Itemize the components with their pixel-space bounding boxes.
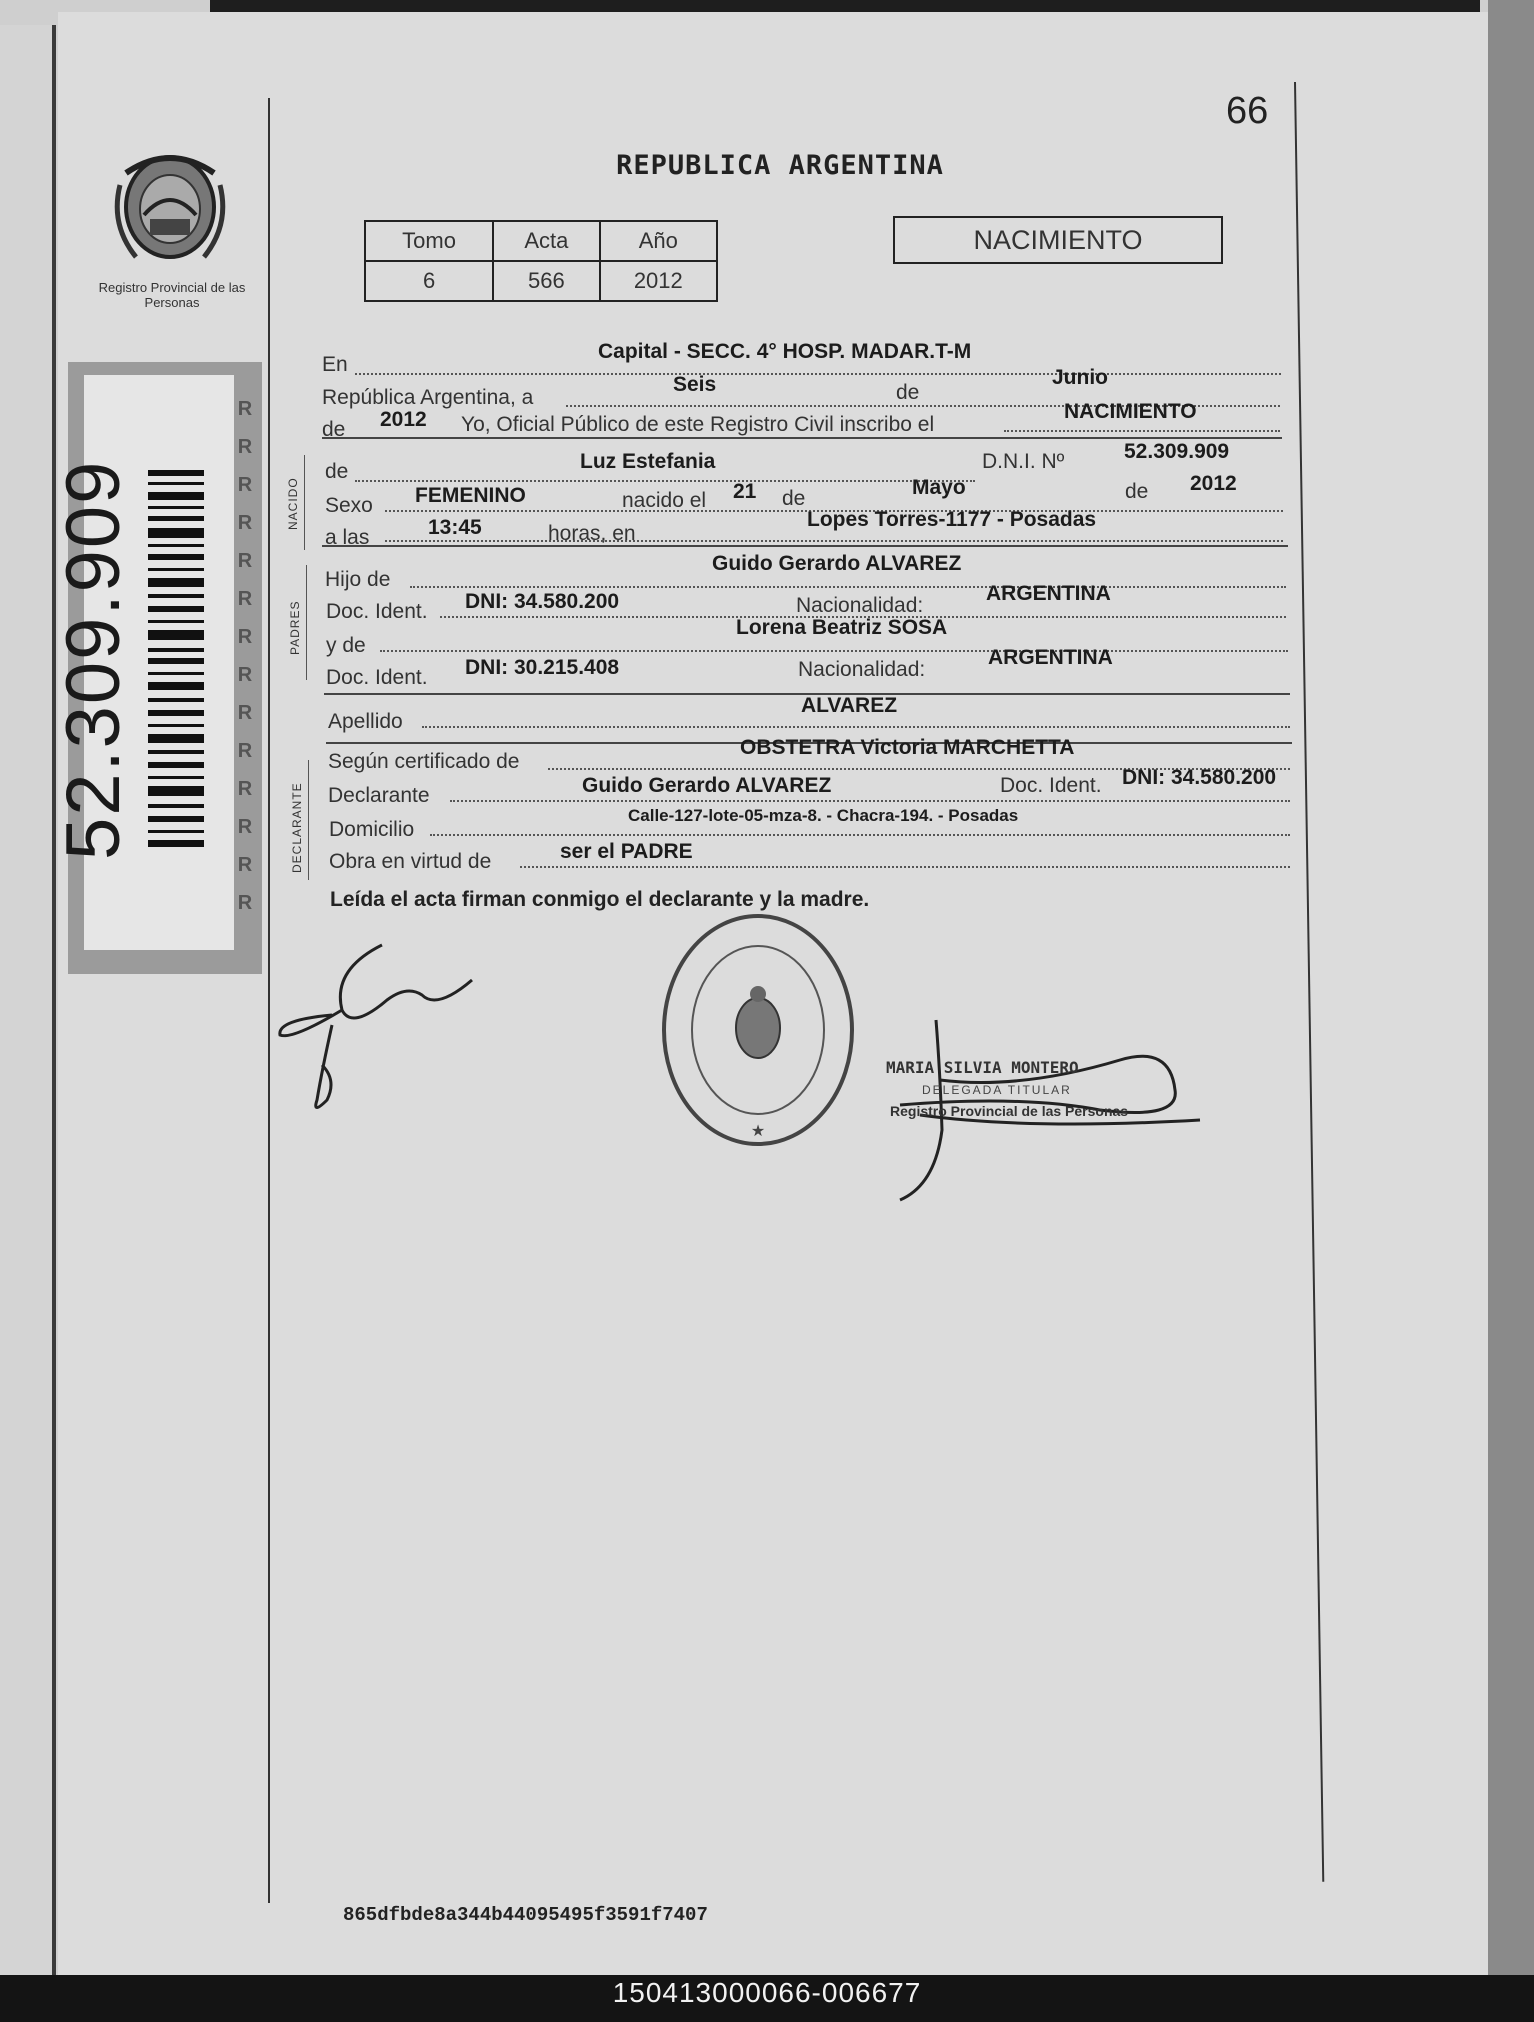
previous-page-edge bbox=[0, 25, 56, 1975]
header-ano: Año bbox=[600, 221, 717, 261]
declarant-doc-label: Doc. Ident. bbox=[1000, 774, 1102, 797]
apellido-label: Apellido bbox=[328, 710, 403, 733]
country-title: REPUBLICA ARGENTINA bbox=[616, 150, 944, 181]
year-value: 2012 bbox=[380, 408, 427, 431]
mother-dots bbox=[380, 650, 1288, 652]
record-index-table bbox=[364, 220, 718, 302]
sexo-label: Sexo bbox=[325, 494, 373, 517]
birth-day: 21 bbox=[733, 480, 757, 503]
birth-month: Mayo bbox=[912, 476, 966, 499]
inscribe-value: NACIMIENTO bbox=[1064, 400, 1197, 423]
apellido-value: ALVAREZ bbox=[801, 694, 898, 717]
inscribe-dots bbox=[1004, 430, 1280, 432]
tomo-value: 6 bbox=[365, 261, 493, 301]
place-value: Lopes Torres-1177 - Posadas bbox=[807, 508, 1097, 531]
declarant-dots bbox=[450, 800, 1290, 802]
table-header-row bbox=[365, 221, 717, 261]
barcode-bars-icon bbox=[148, 460, 204, 850]
hijo-label: Hijo de bbox=[325, 568, 391, 591]
month-value: Junio bbox=[1052, 366, 1108, 389]
officer-stamp-role: DELEGADA TITULAR bbox=[922, 1083, 1072, 1097]
father-dots bbox=[410, 586, 1286, 588]
mother-name: Lorena Beatriz SOSA bbox=[736, 616, 948, 639]
de-label-born: de bbox=[325, 460, 349, 483]
section-line-padres bbox=[306, 565, 307, 680]
separator-2 bbox=[322, 545, 1288, 547]
obra-value: ser el PADRE bbox=[560, 840, 693, 863]
official-seal bbox=[658, 910, 858, 1150]
child-name: Luz Estefania bbox=[580, 450, 716, 473]
document-hash: 865dfbde8a344b44095495f3591f7407 bbox=[343, 1904, 708, 1926]
de-label-3: de bbox=[1125, 480, 1149, 503]
en-dots bbox=[355, 373, 1281, 375]
domicilio-label: Domicilio bbox=[329, 818, 415, 841]
barcode-number: 52.309.909 bbox=[51, 459, 136, 860]
header-tomo: Tomo bbox=[365, 221, 493, 261]
de-label: de bbox=[896, 381, 920, 404]
mother-nat: ARGENTINA bbox=[988, 646, 1113, 669]
alas-label: a las bbox=[325, 526, 370, 549]
scan-identifier: 150413000066-006677 bbox=[612, 1977, 922, 2008]
domicilio-value: Calle-127-lote-05-mza-8. - Chacra-194. - Posadas bbox=[628, 806, 1019, 825]
section-line-declarante bbox=[308, 760, 309, 880]
sexo-value: FEMENINO bbox=[415, 484, 526, 507]
registry-logo-text: Registro Provincial de las Personas bbox=[98, 280, 246, 310]
father-doc-label: Doc. Ident. bbox=[326, 600, 428, 623]
cert-value: OBSTETRA Victoria MARCHETTA bbox=[740, 736, 1075, 759]
declarant-signature bbox=[272, 940, 482, 1125]
father-nat-label: Nacionalidad: bbox=[796, 594, 924, 617]
time-value: 13:45 bbox=[428, 516, 482, 539]
security-pattern: R R R R R R R R R R R R R R bbox=[237, 398, 253, 914]
place-dots bbox=[385, 540, 1283, 542]
father-doc: DNI: 34.580.200 bbox=[465, 590, 620, 613]
acta-value: 566 bbox=[493, 261, 599, 301]
section-line-nacido bbox=[304, 455, 305, 550]
de-year-label: de bbox=[322, 418, 346, 441]
republica-label: República Argentina, a bbox=[322, 386, 534, 409]
svg-text:★: ★ bbox=[750, 1123, 766, 1140]
header-acta: Acta bbox=[493, 221, 599, 261]
mother-doc-label: Doc. Ident. bbox=[326, 666, 428, 689]
de-label-2: de bbox=[782, 487, 806, 510]
mother-doc: DNI: 30.215.408 bbox=[465, 656, 620, 679]
horas-label: horas, en bbox=[548, 522, 636, 545]
cert-label: Según certificado de bbox=[328, 750, 520, 773]
father-name: Guido Gerardo ALVAREZ bbox=[712, 552, 962, 575]
birth-year: 2012 bbox=[1190, 472, 1237, 495]
father-nat: ARGENTINA bbox=[986, 582, 1111, 605]
dni-value: 52.309.909 bbox=[1124, 440, 1230, 463]
declarant-label: Declarante bbox=[328, 784, 430, 807]
frame-left-line bbox=[268, 98, 270, 1903]
declarant-doc: DNI: 34.580.200 bbox=[1122, 766, 1277, 789]
scan-right-edge bbox=[1488, 0, 1534, 1975]
officer-stamp-org: Registro Provincial de las Personas bbox=[890, 1103, 1129, 1119]
separator-1 bbox=[322, 437, 1282, 439]
en-label: En bbox=[322, 353, 348, 376]
ano-value: 2012 bbox=[600, 261, 717, 301]
declarant-value: Guido Gerardo ALVAREZ bbox=[582, 774, 832, 797]
page-number: 66 bbox=[1226, 90, 1269, 132]
officer-stamp-name: MARIA SILVIA MONTERO bbox=[886, 1058, 1079, 1077]
day-value: Seis bbox=[673, 373, 717, 396]
obra-label: Obra en virtud de bbox=[329, 850, 492, 873]
en-value: Capital - SECC. 4° HOSP. MADAR.T-M bbox=[598, 340, 972, 363]
oficial-text: Yo, Oficial Público de este Registro Civil inscribo el bbox=[461, 413, 935, 436]
name-dots bbox=[355, 480, 975, 482]
closing-statement: Leída el acta firman conmigo el declarante y la madre. bbox=[330, 888, 870, 911]
domicilio-dots bbox=[430, 834, 1290, 836]
section-label-padres: PADRES bbox=[288, 600, 302, 655]
yde-label: y de bbox=[326, 634, 366, 657]
record-type-box: NACIMIENTO bbox=[893, 216, 1223, 264]
apellido-dots bbox=[422, 726, 1290, 728]
section-label-nacido: NACIDO bbox=[286, 477, 300, 530]
obra-dots bbox=[520, 866, 1290, 868]
dni-label: D.N.I. Nº bbox=[982, 450, 1065, 473]
nacido-label: nacido el bbox=[622, 489, 707, 512]
section-label-declarante: DECLARANTE bbox=[290, 782, 304, 873]
mother-nat-label: Nacionalidad: bbox=[798, 658, 926, 681]
table-values-row bbox=[365, 261, 717, 301]
